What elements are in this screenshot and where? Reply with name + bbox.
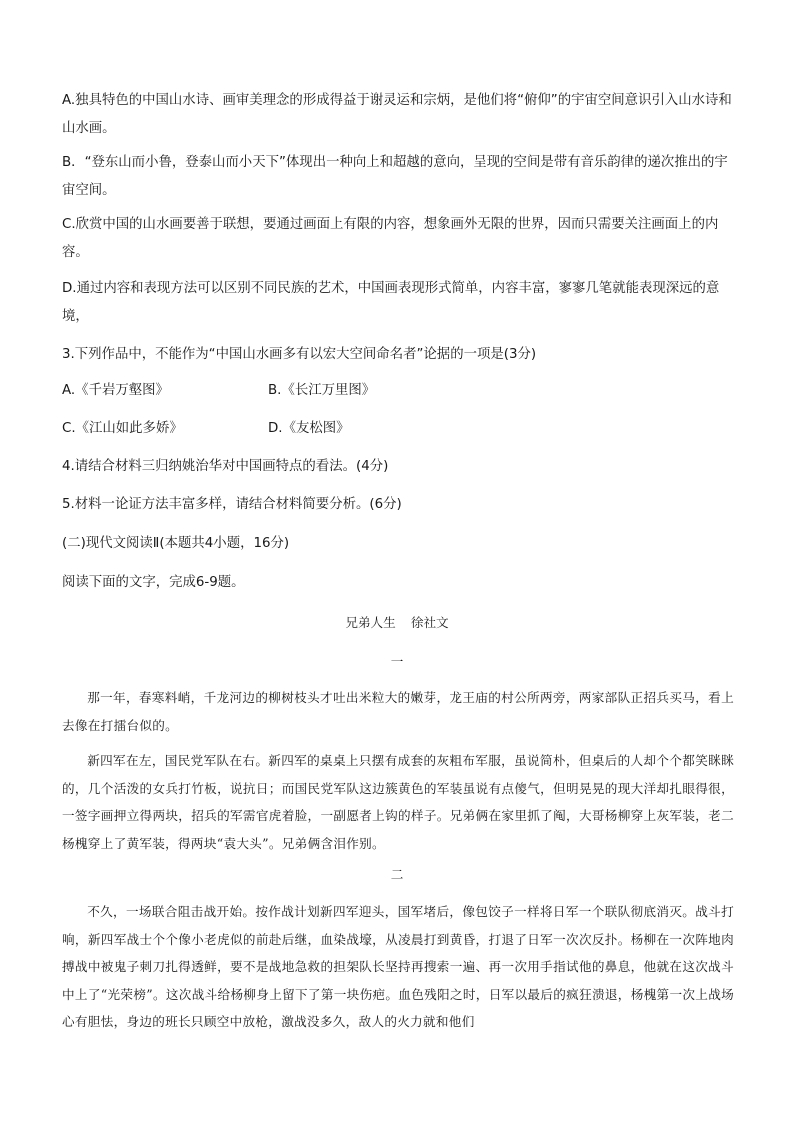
story-title: 兄弟人生: [345, 615, 396, 630]
section-heading: (二)现代文阅读Ⅱ(本题共4小题，16分): [62, 536, 290, 551]
part-marker-1: 一: [390, 654, 404, 669]
question-5: 5.材料一论证方法丰富多样，请结合材料简要分析。(6分): [62, 497, 402, 512]
question-4: 4.请结合材料三归纳姚治华对中国画特点的看法。(4分): [62, 459, 389, 474]
reading-instruction: 阅读下面的文字，完成6-9题。: [62, 575, 245, 590]
question-3-stem: 3.下列作品中，不能作为“中国山水画多有以宏大空间命名者”论据的一项是(3分): [62, 347, 537, 362]
story-heading: [0, 612, 794, 631]
part-marker-2: 二: [390, 867, 404, 882]
option-2d: D.通过内容和表现方法可以区别不同民族的艺术，中国画表现形式简单，内容丰富，寥寥几笔就能表现深远的意境，: [62, 281, 720, 324]
story-paragraph-3: 不久，一场联合阻击战开始。按作战计划新四军迎头，国军堵后，像包饺子一样将日军一个联队彻底消灭。战斗打响，新四军战士个个像小老虎似的前赴后继，血染战壕，从凌晨打到黄昏，打退了日军一次次反扑。杨柳在一次阵地肉搏战中被鬼子刺刀扎得透鲜，要不是战地急救的担架队长坚持再搜索一遍、再一次用手指试他的鼻息，他就在这次战斗中上了“光荣榜”。这次战斗给杨柳身上留下了第一块伤疤。血色残阳之时，日军以最后的疯狂溃退，杨槐第一次上战场心有胆怯，身边的班长只顾空中放枪，激战没多久，敌人的火力就和他们: [62, 904, 734, 1029]
option-3c: C.《江山如此多娇》: [62, 421, 183, 436]
story-paragraph-1: 那一年，春寒料峭，千龙河边的柳树枝头才吐出米粒大的嫩芽，龙王庙的村公所两旁，两家部队正招兵买马，看上去像在打擂台似的。: [62, 690, 734, 733]
option-3b: B.《长江万里图》: [268, 383, 376, 398]
story-author: 徐社文: [410, 615, 449, 630]
option-2a: A.独具特色的中国山水诗、画审美理念的形成得益于谢灵运和宗炳，是他们将“俯仰”的宇宙空间意识引入山水诗和山水画。: [62, 93, 732, 136]
option-2c: C.欣赏中国的山水画要善于联想，要通过画面上有限的内容，想象画外无限的世界，因而只需要关注画面上的内容。: [62, 217, 719, 260]
option-3d: D.《友松图》: [268, 421, 350, 436]
option-3a: A.《千岩万壑图》: [62, 383, 169, 398]
story-paragraph-2: 新四军在左，国民党军队在右。新四军的桌桌上只摆有成套的灰粗布军服，虽说简朴，但桌后的人却个个都笑眯眯的，几个活泼的女兵打竹板，说抗日；而国民党军队这边簇黄色的军装虽说有点傻气，但明晃晃的现大洋却扎眼得很，一签字画押立得两块，招兵的军需官虎着脸，一副愿者上钩的样子。兄弟俩在家里抓了阄，大哥杨柳穿上灰军装，老二杨槐穿上了黄军装，得两块“袁大头”。兄弟俩含泪作别。: [62, 753, 734, 851]
option-2b: B．“登东山而小鲁，登泰山而小天下”体现出一种向上和超越的意向，呈现的空间是带有音乐韵律的递次推出的宇宙空间。: [62, 155, 728, 198]
